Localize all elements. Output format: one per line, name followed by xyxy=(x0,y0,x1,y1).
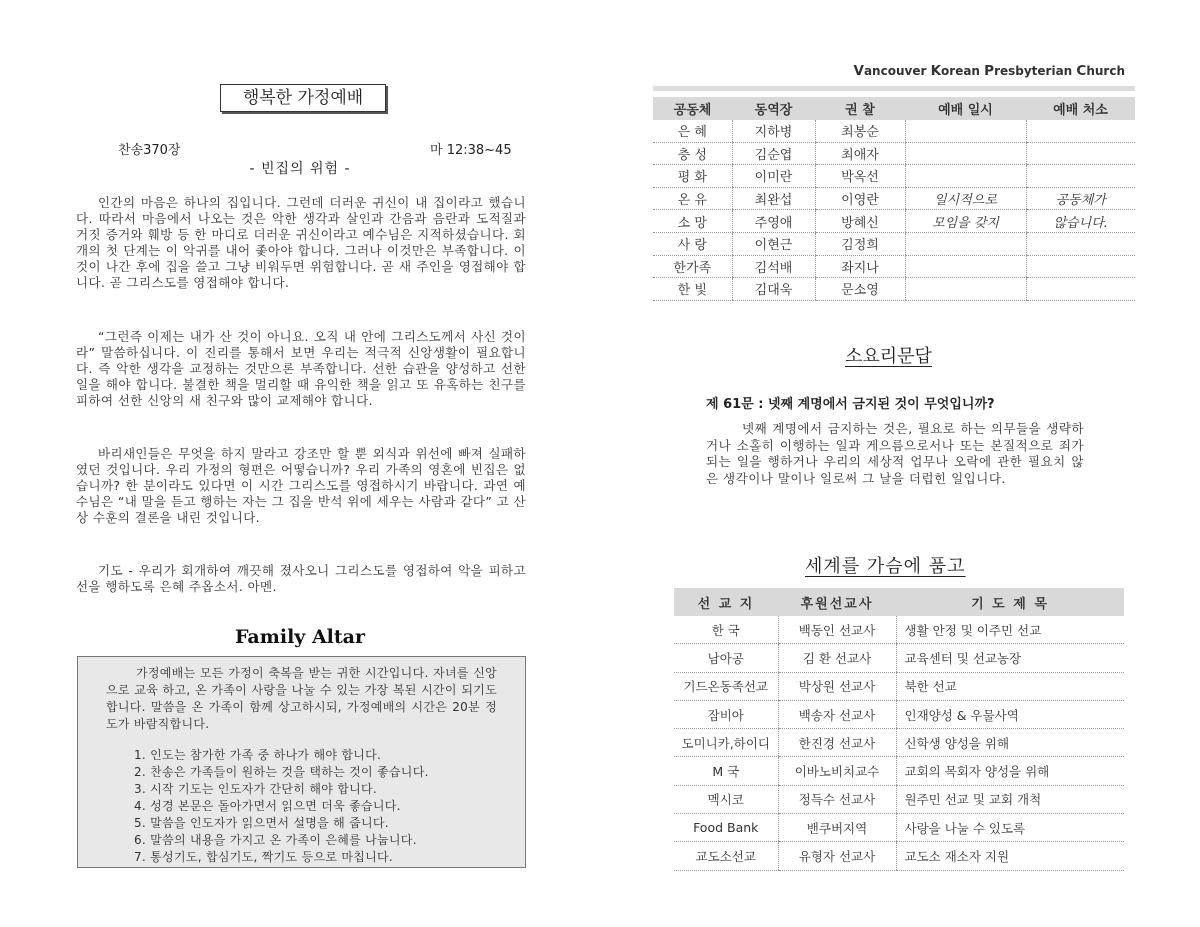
table-cell: 신학생 양성을 위해 xyxy=(896,729,1124,757)
table-cell: 기드온동족선교 xyxy=(674,672,778,700)
list-item: 2. 찬송은 가족들이 원하는 것을 택하는 것이 좋습니다. xyxy=(134,765,429,779)
table-row xyxy=(653,232,1135,255)
table-cell: 방혜신 xyxy=(815,210,905,233)
sermon-paragraph: “그런즉 이제는 내가 산 것이 아니요. 오직 내 안에 그리스도께서 사신 것이라” 말씀하십니다. 이 진리를 통해서 보면 우리는 적극적 신앙생활이 필요합니다. 즉 악한 생각을 교정하는 것만으론 부족합니다. 선한 습관을 양성하고 선한 일을 해야 합니다. 불결한 책을 멀리할 때 유익한 책을 읽고 또 유혹하는 친구를 피하여 선한 신앙의 새 친구와 많이 교제해야 합니다. xyxy=(76,329,526,408)
table-row xyxy=(674,700,1124,728)
missions-title: 세계를 가슴에 품고 xyxy=(805,556,966,577)
table-cell: 은 혜 xyxy=(653,120,732,142)
table-row xyxy=(653,255,1135,278)
table-cell: 최봉순 xyxy=(815,120,905,142)
table-cell xyxy=(905,278,1026,301)
table-row xyxy=(674,842,1124,870)
church-name: Vancouver Korean Presbyterian Church xyxy=(853,63,1125,79)
table-cell: M 국 xyxy=(674,757,778,785)
sermon-paragraph: 인간의 마음은 하나의 집입니다. 그런데 더러운 귀신이 내 집이라고 했습니다. 따라서 마음에서 나오는 것은 악한 생각과 살인과 간음과 음란과 도적질과 거짓 증거와 훼방 등 한 마디로 더러운 귀신이라고 예수님은 지적하셨습니다. 회개의 첫 단계는 이 악귀를 내어 좇아야 합니다. 그러나 이것만은 부족합니다. 이것이 나간 후에 집을 쓸고 그냥 비워두면 위험합니다. 곧 새 주인을 영접해야 합니다. 곧 그리스도를 영접해야 합니다. xyxy=(76,195,526,290)
table-cell: 한 빛 xyxy=(653,278,732,301)
table-cell: 한가족 xyxy=(653,255,732,278)
table-cell xyxy=(905,120,1026,142)
list-item: 3. 시작 기도는 인도자가 간단히 해야 합니다. xyxy=(134,782,378,796)
sermon-prayer: 기도 - 우리가 회개하여 깨끗해 졌사오니 그리스도를 영접하여 악을 피하고 선을 행하도록 은혜 주옵소서. 아멘. xyxy=(76,563,526,594)
table-row xyxy=(653,210,1135,233)
table-cell: 원주민 선교 및 교회 개척 xyxy=(896,785,1124,813)
table-cell: 충 성 xyxy=(653,142,732,165)
table-row xyxy=(653,142,1135,165)
scripture-reference: 마 12:38~45 xyxy=(430,143,512,158)
table-cell: 소 망 xyxy=(653,210,732,233)
column-header: 예배 처소 xyxy=(1026,97,1135,120)
table-cell xyxy=(905,165,1026,188)
column-header: 공동체 xyxy=(653,97,732,120)
table-cell: Food Bank xyxy=(674,814,778,842)
family-altar-box xyxy=(77,656,526,868)
right-page xyxy=(600,0,1200,927)
table-cell xyxy=(905,232,1026,255)
family-altar-intro: 가정예배는 모든 가정이 축복을 받는 귀한 시간입니다. 자녀를 신앙으로 교육 하고, 온 가족이 사랑을 나눌 수 있는 가장 복된 시간이 되기도 합니다. 말씀을 온 가족이 함께 상고하시되, 가정예배의 시간은 20분 정도가 바람직합니다. xyxy=(106,666,497,731)
table-cell: 인재양성 & 우물사역 xyxy=(896,700,1124,728)
table-cell: 않습니다. xyxy=(1026,210,1135,233)
table-cell xyxy=(905,255,1026,278)
table-header-row xyxy=(674,588,1124,616)
table-cell: 교도소 재소자 지원 xyxy=(896,842,1124,870)
table-cell: 김석배 xyxy=(732,255,815,278)
table-cell: 박옥선 xyxy=(815,165,905,188)
table-cell: 도미니카,하이디 xyxy=(674,729,778,757)
table-row xyxy=(653,278,1135,301)
table-cell: 밴쿠버지역 xyxy=(778,814,896,842)
table-cell: 남아공 xyxy=(674,644,778,672)
table-cell: 문소영 xyxy=(815,278,905,301)
hymn-number: 찬송370장 xyxy=(118,143,181,158)
table-cell xyxy=(1026,255,1135,278)
table-cell: 모임을 갖지 xyxy=(905,210,1026,233)
list-item: 1. 인도는 참가한 가족 중 하나가 해야 합니다. xyxy=(134,748,382,762)
table-cell: 김순엽 xyxy=(732,142,815,165)
table-cell: 온 유 xyxy=(653,187,732,210)
table-cell: 한진경 선교사 xyxy=(778,729,896,757)
table-cell xyxy=(1026,278,1135,301)
table-cell: 교도소선교 xyxy=(674,842,778,870)
column-header: 후원선교사 xyxy=(778,588,896,616)
table-cell: 일시적으로 xyxy=(905,187,1026,210)
catechism-title: 소요리문답 xyxy=(845,346,932,367)
header-rule xyxy=(653,86,1135,91)
table-cell: 백동인 선교사 xyxy=(778,616,896,644)
table-cell: 지하병 xyxy=(732,120,815,142)
table-cell: 사랑을 나눌 수 있도록 xyxy=(896,814,1124,842)
table-row xyxy=(674,672,1124,700)
table-cell: 이영란 xyxy=(815,187,905,210)
table-cell: 북한 선교 xyxy=(896,672,1124,700)
table-row xyxy=(653,165,1135,188)
table-cell: 이바노비치교수 xyxy=(778,757,896,785)
table-cell: 한 국 xyxy=(674,616,778,644)
table-cell: 최애자 xyxy=(815,142,905,165)
sermon-title: 행복한 가정예배 xyxy=(220,84,386,112)
table-cell xyxy=(1026,232,1135,255)
sermon-paragraph: 바리새인들은 무엇을 하지 말라고 강조만 할 뿐 외식과 위선에 빠져 실패하였던 것입니다. 우리 가정의 형편은 어떻습니까? 우리 가족의 영혼에 빈집은 없습니까? 한 분이라도 있다면 이 시간 그리스도를 영접하시기 바랍니다. 과연 예수님은 “내 말을 듣고 행하는 자는 그 집을 반석 위에 세우는 사람과 같다” 고 산상 수훈의 결론을 내린 것입니다. xyxy=(76,446,526,525)
table-cell: 김정희 xyxy=(815,232,905,255)
table-cell: 최완섭 xyxy=(732,187,815,210)
table-cell: 교회의 목회자 양성을 위해 xyxy=(896,757,1124,785)
table-cell: 이현근 xyxy=(732,232,815,255)
table-row xyxy=(674,729,1124,757)
column-header: 기 도 제 목 xyxy=(896,588,1124,616)
column-header: 권 찰 xyxy=(815,97,905,120)
table-header-row xyxy=(653,97,1135,120)
table-row xyxy=(674,814,1124,842)
table-cell: 사 랑 xyxy=(653,232,732,255)
list-item: 5. 말씀을 인도자가 읽으면서 설명을 해 줍니다. xyxy=(134,816,389,830)
table-row xyxy=(674,616,1124,644)
table-cell: 공동체가 xyxy=(1026,187,1135,210)
table-cell: 정득수 선교사 xyxy=(778,785,896,813)
sermon-subtitle: - 빈집의 위험 - xyxy=(249,161,351,177)
table-row xyxy=(674,785,1124,813)
table-cell: 평 화 xyxy=(653,165,732,188)
table-cell: 박상원 선교사 xyxy=(778,672,896,700)
table-cell xyxy=(1026,120,1135,142)
catechism-answer: 넷째 계명에서 금지하는 것은, 필요로 하는 의무들을 생략하거나 소홀히 이행하는 일과 게으름으로서나 또는 본질적으로 죄가 되는 일을 행하거나 우리의 세상적 업무나 오락에 관한 필요치 않은 생각이나 말이나 일로써 그 날을 더럽힌 일입니다. xyxy=(706,421,1084,486)
catechism-question: 제 61문 : 넷째 계명에서 금지된 것이 무엇입니까? xyxy=(706,397,995,412)
family-altar-rules xyxy=(134,747,525,866)
table-cell xyxy=(905,142,1026,165)
table-cell: 주영애 xyxy=(732,210,815,233)
column-header: 예배 일시 xyxy=(905,97,1026,120)
table-cell: 멕시코 xyxy=(674,785,778,813)
table-row xyxy=(653,120,1135,142)
table-row xyxy=(674,757,1124,785)
table-cell: 좌지나 xyxy=(815,255,905,278)
table-cell: 이미란 xyxy=(732,165,815,188)
table-cell: 생활 안정 및 이주민 선교 xyxy=(896,616,1124,644)
community-table xyxy=(653,97,1135,301)
missions-table xyxy=(674,588,1124,871)
list-item: 6. 말씀의 내용을 가지고 온 가족이 은혜를 나눕니다. xyxy=(134,833,417,847)
table-cell xyxy=(1026,142,1135,165)
table-cell xyxy=(1026,165,1135,188)
list-item: 4. 성경 본문은 돌아가면서 읽으면 더욱 좋습니다. xyxy=(134,799,401,813)
table-row xyxy=(674,644,1124,672)
table-cell: 김대욱 xyxy=(732,278,815,301)
table-cell: 김 환 선교사 xyxy=(778,644,896,672)
family-altar-title: Family Altar xyxy=(234,626,365,648)
table-cell: 백송자 선교사 xyxy=(778,700,896,728)
table-cell: 유형자 선교사 xyxy=(778,842,896,870)
column-header: 동역장 xyxy=(732,97,815,120)
table-row xyxy=(653,187,1135,210)
list-item: 7. 통성기도, 합심기도, 짝기도 등으로 마칩니다. xyxy=(134,850,394,864)
table-cell: 잠비아 xyxy=(674,700,778,728)
column-header: 선 교 지 xyxy=(674,588,778,616)
table-cell: 교육센터 및 선교농장 xyxy=(896,644,1124,672)
